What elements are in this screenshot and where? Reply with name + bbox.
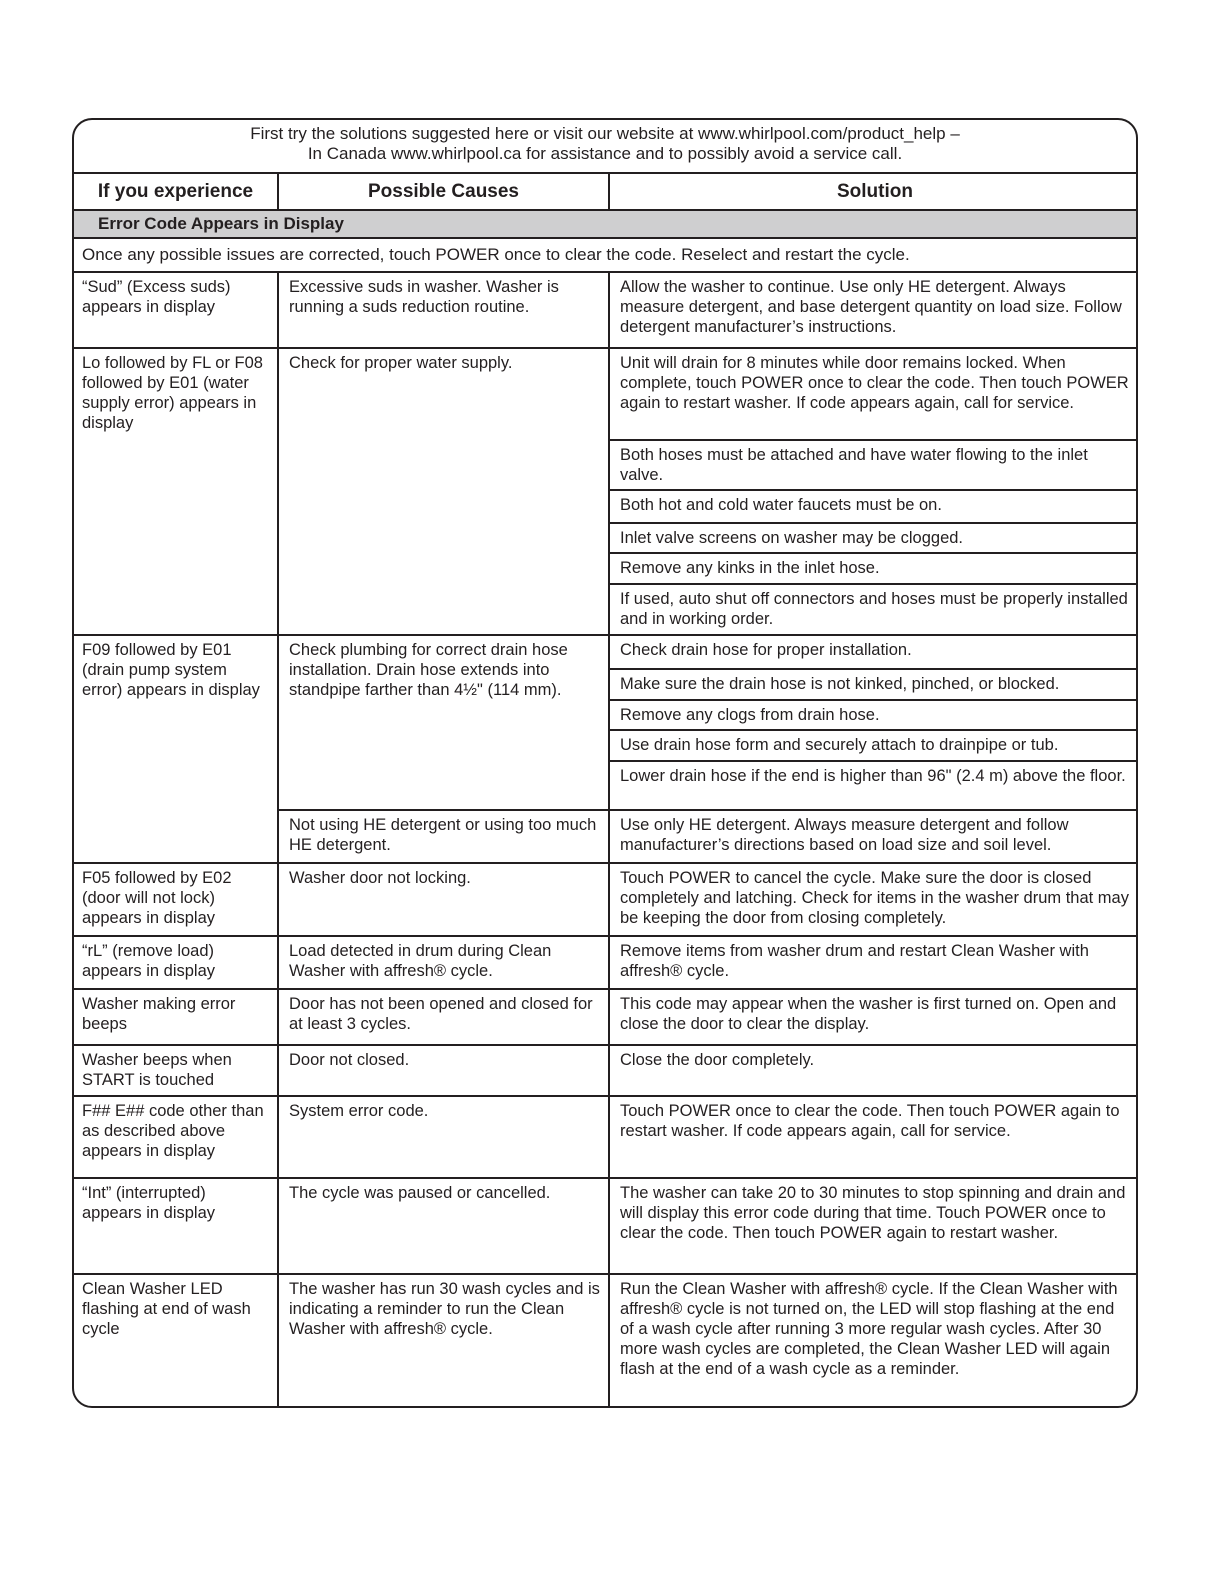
cause-cell: The cycle was paused or cancelled. xyxy=(278,1178,609,1274)
experience-cell: Lo followed by FL or F08 followed by E01 (water supply error) appears in display xyxy=(74,348,278,635)
solution-cell: Touch POWER once to clear the code. Then touch POWER again to restart washer. If code appears again, call for service. xyxy=(609,1096,1138,1178)
cause-cell: Not using HE detergent or using too much HE detergent. xyxy=(278,810,609,863)
solution-cell: Remove any clogs from drain hose. xyxy=(609,700,1138,730)
section-note-row xyxy=(74,238,1138,272)
section-row xyxy=(74,210,1138,238)
intro-line-1: First try the solutions suggested here or visit our website at www.whirlpool.com/product_help – xyxy=(250,124,960,143)
experience-cell: Washer beeps when START is touched xyxy=(74,1045,278,1096)
cause-cell: Washer door not locking. xyxy=(278,863,609,936)
troubleshooting-table-frame xyxy=(72,118,1138,1408)
table-row xyxy=(74,936,1138,989)
cause-cell: Check plumbing for correct drain hose installation. Drain hose extends into standpipe farther than 4½" (114 mm). xyxy=(278,635,609,810)
section-note: Once any possible issues are corrected, touch POWER once to clear the code. Reselect and restart the cycle. xyxy=(74,238,1138,272)
table-row xyxy=(74,272,1138,348)
experience-cell: “Sud” (Excess suds) appears in display xyxy=(74,272,278,348)
intro-line-2: In Canada www.whirlpool.ca for assistance and to possibly avoid a service call. xyxy=(307,144,903,163)
solution-cell: Close the door completely. xyxy=(609,1045,1138,1096)
table-row xyxy=(74,635,1138,669)
experience-cell: F## E## code other than as described above appears in display xyxy=(74,1096,278,1178)
solution-cell: Remove items from washer drum and restart Clean Washer with affresh® cycle. xyxy=(609,936,1138,989)
intro-note xyxy=(74,120,1136,174)
experience-cell: Washer making error beeps xyxy=(74,989,278,1045)
experience-cell: “rL” (remove load) appears in display xyxy=(74,936,278,989)
solution-cell: Unit will drain for 8 minutes while door remains locked. When complete, touch POWER once to clear the code. Then touch POWER again to restart washer. If code appears again, call for service. xyxy=(609,348,1138,440)
solution-cell: If used, auto shut off connectors and hoses must be properly installed and in working order. xyxy=(609,584,1138,635)
solution-cell: Make sure the drain hose is not kinked, pinched, or blocked. xyxy=(609,669,1138,700)
experience-cell: F09 followed by E01 (drain pump system error) appears in display xyxy=(74,635,278,863)
solution-cell: Inlet valve screens on washer may be clogged. xyxy=(609,523,1138,553)
cause-cell: Door not closed. xyxy=(278,1045,609,1096)
solution-cell: Use only HE detergent. Always measure detergent and follow manufacturer’s directions based on load size and soil level. xyxy=(609,810,1138,863)
solution-cell: Check drain hose for proper installation. xyxy=(609,635,1138,669)
experience-cell: Clean Washer LED flashing at end of wash cycle xyxy=(74,1274,278,1408)
cause-cell: Check for proper water supply. xyxy=(278,348,609,635)
solution-cell: Both hoses must be attached and have water flowing to the inlet valve. xyxy=(609,440,1138,490)
table-row xyxy=(74,1096,1138,1178)
table-row xyxy=(74,348,1138,440)
experience-cell: “Int” (interrupted) appears in display xyxy=(74,1178,278,1274)
cause-cell: System error code. xyxy=(278,1096,609,1178)
table-row xyxy=(74,1045,1138,1096)
header-solution: Solution xyxy=(609,174,1138,210)
cause-cell: Load detected in drum during Clean Washer with affresh® cycle. xyxy=(278,936,609,989)
troubleshooting-table xyxy=(74,174,1138,1408)
section-title: Error Code Appears in Display xyxy=(74,210,1138,238)
header-row xyxy=(74,174,1138,210)
cause-cell: The washer has run 30 wash cycles and is indicating a reminder to run the Clean Washer with affresh® cycle. xyxy=(278,1274,609,1408)
solution-cell: The washer can take 20 to 30 minutes to stop spinning and drain and will display this error code during that time. Touch POWER once to clear the code. Then touch POWER again to restart washer. xyxy=(609,1178,1138,1274)
header-causes: Possible Causes xyxy=(278,174,609,210)
table-row xyxy=(74,989,1138,1045)
solution-cell: Touch POWER to cancel the cycle. Make sure the door is closed completely and latching. Check for items in the washer drum that may be keeping the door from closing completely. xyxy=(609,863,1138,936)
cause-cell: Door has not been opened and closed for at least 3 cycles. xyxy=(278,989,609,1045)
table-row xyxy=(74,863,1138,936)
solution-cell: Lower drain hose if the end is higher than 96" (2.4 m) above the floor. xyxy=(609,761,1138,810)
solution-cell: Use drain hose form and securely attach to drainpipe or tub. xyxy=(609,730,1138,761)
solution-cell: Remove any kinks in the inlet hose. xyxy=(609,553,1138,584)
solution-cell: Run the Clean Washer with affresh® cycle. If the Clean Washer with affresh® cycle is not turned on, the LED will stop flashing at the end of a wash cycle after running 3 more regular wash cycles. After 30 more wash cycles are completed, the Clean Washer LED will again flash at the end of a wash cycle as a reminder. xyxy=(609,1274,1138,1408)
table-row xyxy=(74,1178,1138,1274)
table-row xyxy=(74,1274,1138,1408)
solution-cell: Allow the washer to continue. Use only HE detergent. Always measure detergent, and base detergent quantity on load size. Follow detergent manufacturer’s instructions. xyxy=(609,272,1138,348)
solution-cell: Both hot and cold water faucets must be on. xyxy=(609,490,1138,523)
header-experience: If you experience xyxy=(74,174,278,210)
solution-cell: This code may appear when the washer is first turned on. Open and close the door to clear the display. xyxy=(609,989,1138,1045)
experience-cell: F05 followed by E02 (door will not lock) appears in display xyxy=(74,863,278,936)
cause-cell: Excessive suds in washer. Washer is running a suds reduction routine. xyxy=(278,272,609,348)
